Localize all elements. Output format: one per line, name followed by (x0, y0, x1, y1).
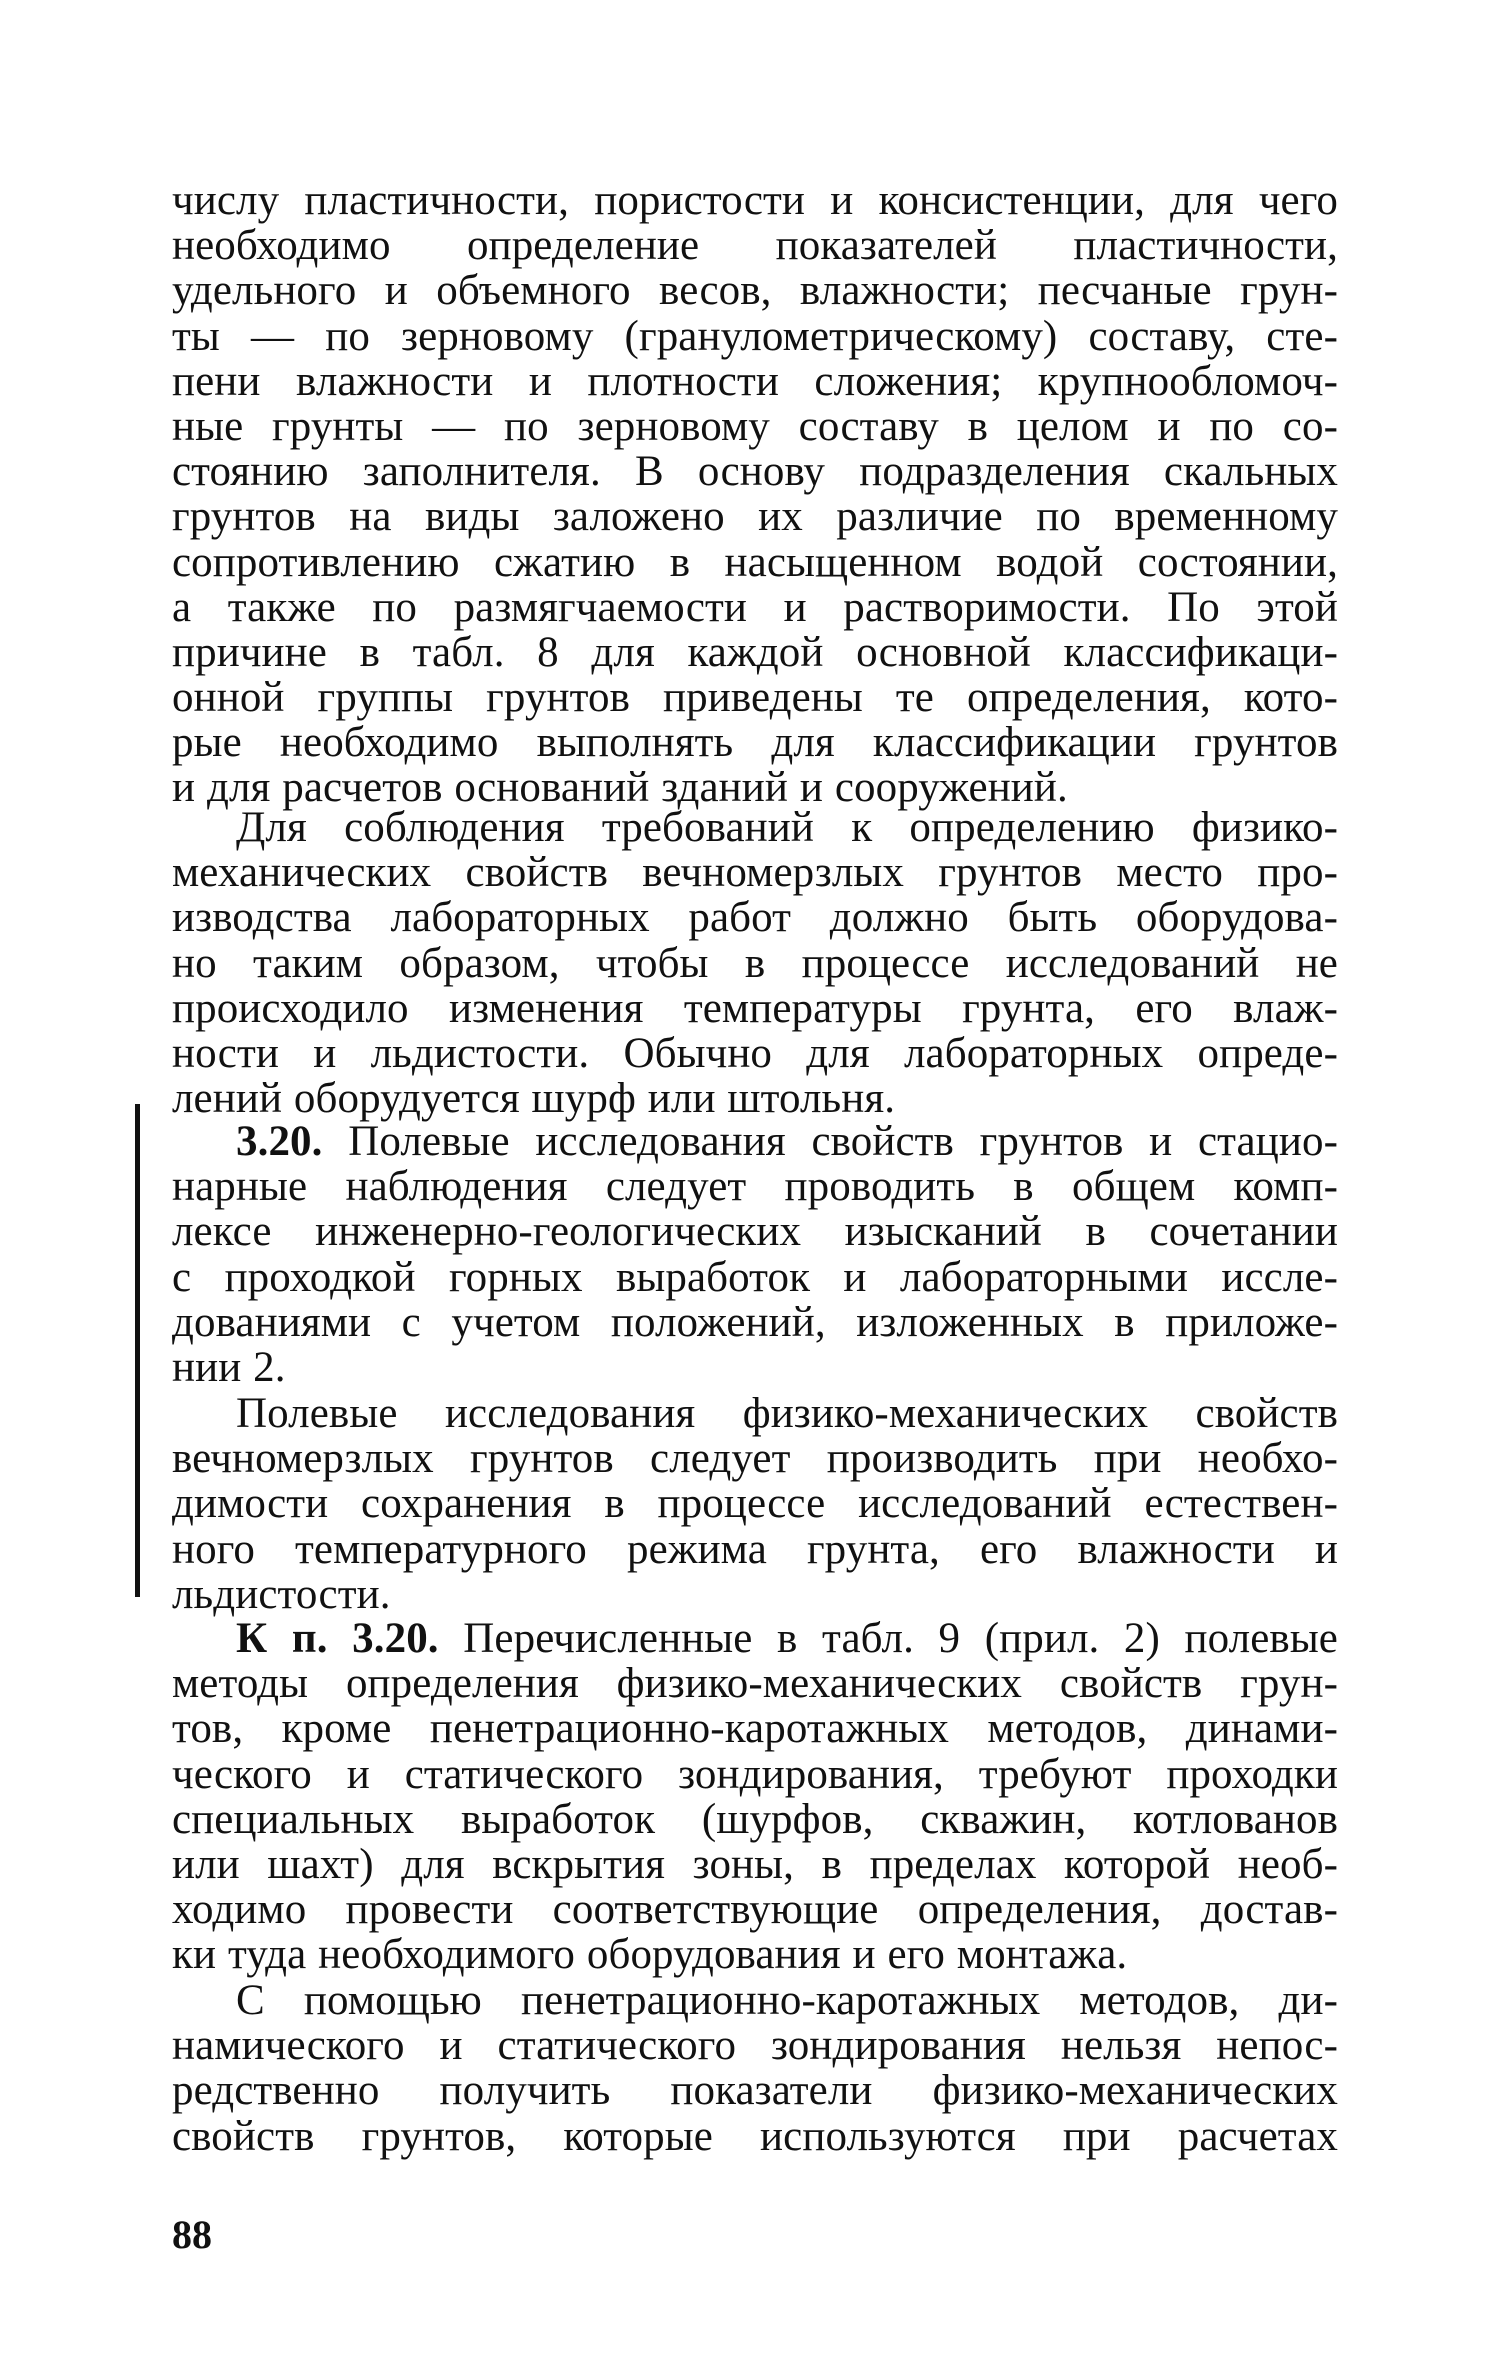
text-line: ходимо провести соответствующие определения, достав- (172, 1886, 1338, 1934)
text-line: грунтов на виды заложено их различие по временному (172, 493, 1338, 541)
text-line: нарные наблюдения следует проводить в общем комп- (172, 1163, 1338, 1211)
clause-text: Полевые исследования свойств грунтов и стацио- (322, 1118, 1338, 1165)
paragraph-plasticity-classification (172, 178, 1338, 811)
text-line: и для расчетов оснований зданий и сооружений. (172, 764, 1068, 812)
text-line: дованиями с учетом положений, изложенных в приложе- (172, 1298, 1338, 1346)
paragraph-penetration-methods (172, 1978, 1338, 2159)
text-line: механических свойств вечномерзлых грунтов место про- (172, 849, 1338, 897)
text-line: или шахт) для вскрытия зоны, в пределах которой необ- (172, 1840, 1338, 1888)
clause-3-20 (172, 1119, 1338, 1390)
text-line: специальных выработок (шурфов, скважин, котлованов (172, 1795, 1338, 1843)
text-line: ности и льдистости. Обычно для лабораторных опреде- (172, 1029, 1338, 1077)
text-line: ческого и статического зондирования, требуют проходки (172, 1750, 1338, 1798)
revision-margin-bar (135, 1104, 140, 1597)
paragraph-lab-conditions (172, 805, 1338, 1121)
text-line: нии 2. (172, 1343, 286, 1391)
text-line: свойств грунтов, которые используются при расчетах (172, 2112, 1338, 2160)
text-line: числу пластичности, пористости и консистенции, для чего (172, 177, 1338, 224)
text-line: С помощью пенетрационно-каротажных методов, ди- (236, 1977, 1338, 2024)
text-line: стоянию заполнителя. В основу подразделения скальных (172, 448, 1338, 496)
text-line: вечномерзлых грунтов следует производить при необхо- (172, 1435, 1338, 1483)
text-line: изводства лабораторных работ должно быть оборудова- (172, 894, 1338, 942)
text-line (172, 1616, 1338, 1661)
text-line: происходило изменения температуры грунта, его влаж- (172, 984, 1338, 1032)
text-line: причине в табл. 8 для каждой основной классификаци- (172, 628, 1338, 676)
text-line: тов, кроме пенетрационно-каротажных методов, динами- (172, 1705, 1338, 1753)
text-line: редственно получить показатели физико-механических (172, 2067, 1338, 2115)
commentary-to-clause-3-20 (172, 1616, 1338, 1978)
text-line: Полевые исследования физико-механических свойств (236, 1390, 1338, 1437)
text-line: методы определения физико-механических свойств грун- (172, 1660, 1338, 1708)
text-line: димости сохранения в процессе исследований естествен- (172, 1480, 1338, 1528)
text-line: сопротивлению сжатию в насыщенном водой состоянии, (172, 538, 1338, 586)
text-line: пени влажности и плотности сложения; крупнообломоч- (172, 357, 1338, 405)
text-line: намического и статического зондирования нельзя непос- (172, 2022, 1338, 2070)
text-line: ты — по зерновому (гранулометрическому) составу, сте- (172, 312, 1338, 360)
paragraph-permafrost-field-tests (172, 1391, 1338, 1617)
text-line: онной группы грунтов приведены те определения, кото- (172, 674, 1338, 722)
commentary-reference: К п. 3.20. (236, 1615, 439, 1662)
page-number: 88 (172, 2212, 212, 2257)
clause-number: 3.20. (236, 1118, 323, 1165)
text-line: льдистости. (172, 1570, 391, 1618)
text-line: ные грунты — по зерновому составу в целом и по со- (172, 402, 1338, 450)
text-line: ного температурного режима грунта, его влажности и (172, 1525, 1338, 1573)
text-line: а также по размягчаемости и растворимости. По этой (172, 583, 1338, 631)
text-line: ки туда необходимого оборудования и его монтажа. (172, 1931, 1128, 1979)
text-line: лексе инженерно-геологических изысканий в сочетании (172, 1208, 1338, 1256)
text-line: с проходкой горных выработок и лабораторными иссле- (172, 1253, 1338, 1301)
commentary-text: Перечисленные в табл. 9 (прил. 2) полевые (438, 1615, 1338, 1662)
text-line: рые необходимо выполнять для классификации грунтов (172, 719, 1338, 767)
text-line: удельного и объемного весов, влажности; песчаные грун- (172, 267, 1338, 315)
text-line: но таким образом, чтобы в процессе исследований не (172, 939, 1338, 987)
text-line: Для соблюдения требований к определению физико- (236, 804, 1338, 851)
text-line: лений оборудуется шурф или штольня. (172, 1075, 896, 1123)
text-line (172, 1119, 1338, 1164)
text-line: необходимо определение показателей пластичности, (172, 222, 1338, 270)
